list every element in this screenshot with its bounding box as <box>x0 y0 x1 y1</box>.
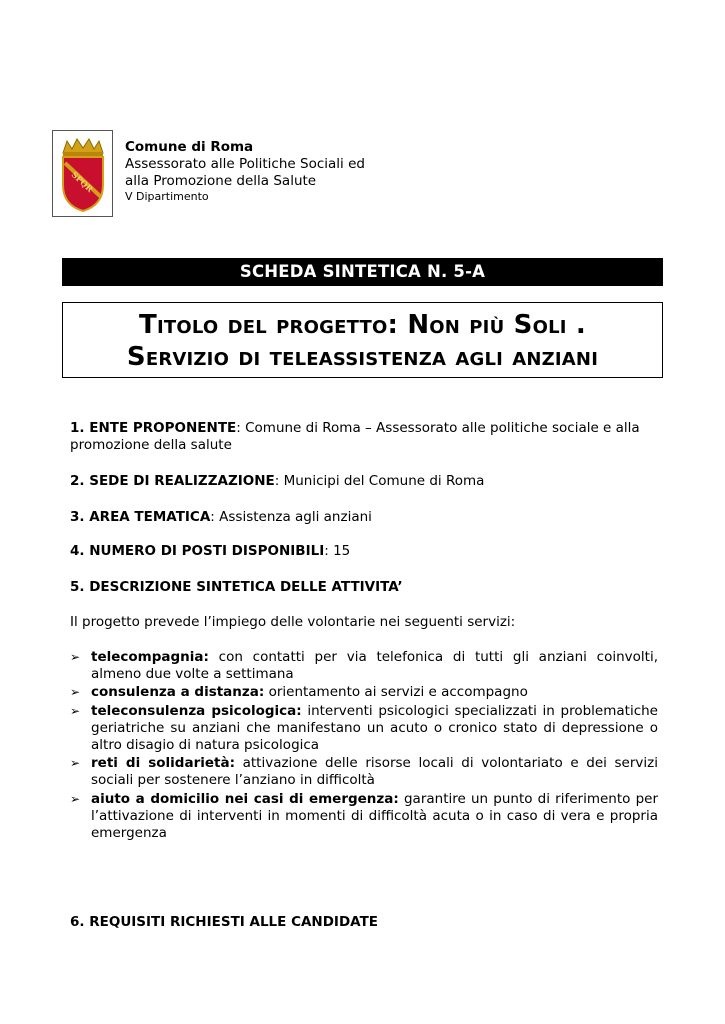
service-desc: garantire un punto di riferimento per l’attivazione di interventi in momenti di difficoltà acuta o in caso di vera e propria emergenza <box>91 790 658 842</box>
section-6 <box>70 914 658 931</box>
service-desc: orientamento ai servizi e accompagno <box>264 684 528 701</box>
services-list <box>70 649 658 843</box>
list-item <box>70 755 658 789</box>
services-intro: Il progetto prevede l’impiego delle volontarie nei seguenti servizi: <box>70 614 516 630</box>
service-term: teleconsulenza psicologica: <box>91 702 302 719</box>
org-name: Comune di Roma <box>125 139 254 155</box>
list-item <box>70 649 658 683</box>
service-desc: attivazione delle risorse locali di volontariato e dei servizi sociali per sostenere l’anziano in difficoltà <box>91 755 658 789</box>
section-4-label: 4. NUMERO DI POSTI DISPONIBILI <box>70 543 325 559</box>
organization-block <box>125 139 365 203</box>
list-item <box>70 703 658 755</box>
project-title-line-1: Titolo del progetto: Non più Soli . <box>139 310 586 340</box>
list-item <box>70 684 658 701</box>
section-4-text: : 15 <box>324 543 351 559</box>
section-2-label: 2. SEDE DI REALIZZAZIONE <box>70 473 275 489</box>
arrow-bullet-icon: ➢ <box>70 756 81 771</box>
arrow-bullet-icon: ➢ <box>70 791 81 806</box>
section-6-label: 6. REQUISITI RICHIESTI ALLE CANDIDATE <box>70 914 378 930</box>
section-2-text: : Municipi del Comune di Roma <box>274 473 485 489</box>
scheda-band: SCHEDA SINTETICA N. 5-A <box>62 258 663 286</box>
section-3-text: : Assistenza agli anziani <box>210 509 372 525</box>
project-title-box <box>62 302 663 378</box>
project-title-line-2: Servizio di teleassistenza agli anziani <box>126 342 599 372</box>
section-1 <box>70 420 658 454</box>
service-desc: con contatti per via telefonica di tutti gli anziani coinvolti, almeno due volte a settimana <box>91 649 658 683</box>
service-term: consulenza a distanza: <box>91 684 265 701</box>
org-line-2: alla Promozione della Salute <box>125 173 317 189</box>
list-item <box>70 791 658 843</box>
arrow-bullet-icon: ➢ <box>70 650 81 664</box>
section-5 <box>70 579 658 596</box>
section-1-label: 1. ENTE PROPONENTE <box>70 420 237 436</box>
service-term: reti di solidarietà: <box>91 755 235 772</box>
rome-coat-of-arms-icon <box>57 135 109 213</box>
service-desc: interventi psicologici specializzati in problematiche geriatriche su anziani che manifestano un acuto o cronico stato di depressione o altro disagio di natura psicologica <box>91 702 658 754</box>
section-2 <box>70 473 658 490</box>
department: V Dipartimento <box>125 190 209 203</box>
section-1-text: : Comune di Roma – Assessorato alle politiche sociale e alla promozione della salute <box>70 420 640 453</box>
org-line-1: Assessorato alle Politiche Sociali ed <box>125 156 365 172</box>
section-4 <box>70 543 658 560</box>
service-term: aiuto a domicilio nei casi di emergenza: <box>91 790 399 807</box>
section-5-label: 5. DESCRIZIONE SINTETICA DELLE ATTIVITA’ <box>70 579 403 595</box>
section-3-label: 3. AREA TEMATICA <box>70 509 211 525</box>
emblem-lettering: SPQR <box>69 169 96 195</box>
service-term: telecompagnia: <box>91 649 209 665</box>
emblem-frame <box>52 130 113 217</box>
arrow-bullet-icon: ➢ <box>70 685 81 700</box>
arrow-bullet-icon: ➢ <box>70 703 81 718</box>
section-3 <box>70 509 658 526</box>
